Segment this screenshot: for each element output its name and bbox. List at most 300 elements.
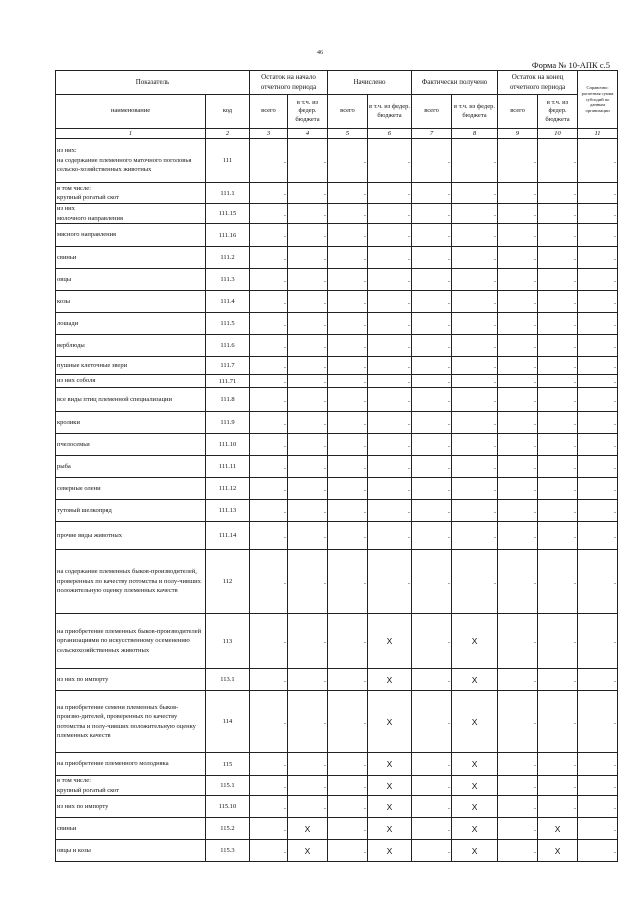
data-cell[interactable] bbox=[368, 434, 412, 456]
data-cell[interactable] bbox=[250, 335, 288, 357]
excluded-cell[interactable] bbox=[538, 840, 578, 862]
blank-dash: - bbox=[324, 380, 326, 386]
data-cell[interactable] bbox=[328, 614, 368, 669]
data-cell[interactable] bbox=[538, 456, 578, 478]
data-cell[interactable] bbox=[498, 313, 538, 335]
data-cell[interactable] bbox=[498, 478, 538, 500]
blank-dash: - bbox=[534, 256, 537, 263]
data-cell[interactable] bbox=[452, 388, 498, 412]
data-cell[interactable] bbox=[578, 139, 618, 183]
data-cell[interactable] bbox=[250, 796, 288, 818]
data-cell[interactable] bbox=[328, 776, 368, 796]
table-row bbox=[56, 796, 618, 818]
blank-dash: - bbox=[448, 534, 451, 541]
data-cell[interactable] bbox=[412, 375, 452, 388]
data-cell[interactable] bbox=[328, 375, 368, 388]
blank-dash: - bbox=[614, 678, 617, 685]
data-cell[interactable] bbox=[538, 313, 578, 335]
data-cell[interactable] bbox=[250, 669, 288, 691]
data-cell[interactable] bbox=[538, 669, 578, 691]
blank-dash: - bbox=[614, 212, 617, 219]
data-cell[interactable] bbox=[328, 669, 368, 691]
data-cell[interactable] bbox=[578, 291, 618, 313]
blank-dash: - bbox=[534, 805, 537, 812]
data-cell[interactable] bbox=[250, 776, 288, 796]
data-cell[interactable] bbox=[288, 776, 328, 796]
data-cell[interactable] bbox=[498, 614, 538, 669]
data-cell[interactable] bbox=[578, 669, 618, 691]
data-cell[interactable] bbox=[328, 456, 368, 478]
data-cell[interactable] bbox=[250, 269, 288, 291]
data-cell[interactable] bbox=[498, 291, 538, 313]
data-cell[interactable] bbox=[578, 522, 618, 550]
data-cell[interactable] bbox=[368, 204, 412, 224]
data-cell[interactable] bbox=[288, 313, 328, 335]
data-cell[interactable] bbox=[288, 753, 328, 776]
data-cell[interactable] bbox=[328, 224, 368, 247]
data-cell[interactable] bbox=[538, 183, 578, 204]
data-cell[interactable] bbox=[578, 840, 618, 862]
row-name: в том числе: крупный рогатый скот bbox=[56, 776, 206, 796]
blank-dash: - bbox=[284, 487, 286, 494]
data-cell[interactable] bbox=[328, 753, 368, 776]
data-cell[interactable] bbox=[412, 139, 452, 183]
data-cell[interactable] bbox=[578, 375, 618, 388]
data-cell[interactable] bbox=[538, 434, 578, 456]
data-cell[interactable] bbox=[250, 224, 288, 247]
x-mark: X bbox=[554, 845, 561, 856]
data-cell[interactable] bbox=[538, 388, 578, 412]
data-cell[interactable] bbox=[250, 691, 288, 753]
data-cell[interactable] bbox=[452, 375, 498, 388]
blank-dash: - bbox=[448, 827, 451, 834]
blank-dash: - bbox=[324, 487, 326, 494]
data-cell[interactable] bbox=[452, 357, 498, 375]
data-cell[interactable] bbox=[452, 224, 498, 247]
blank-dash: - bbox=[574, 278, 577, 285]
blank-dash: - bbox=[494, 234, 497, 240]
data-cell[interactable] bbox=[250, 204, 288, 224]
blank-dash: - bbox=[614, 322, 617, 329]
data-cell[interactable] bbox=[412, 204, 452, 224]
blank-dash: - bbox=[574, 300, 577, 307]
data-cell[interactable] bbox=[288, 357, 328, 375]
blank-dash: - bbox=[408, 192, 411, 198]
data-cell[interactable] bbox=[412, 291, 452, 313]
blank-dash: - bbox=[614, 720, 617, 727]
table-row bbox=[56, 313, 618, 335]
data-cell[interactable] bbox=[538, 224, 578, 247]
data-cell[interactable] bbox=[328, 388, 368, 412]
excluded-cell[interactable] bbox=[368, 818, 412, 840]
data-cell[interactable] bbox=[328, 412, 368, 434]
data-cell[interactable] bbox=[328, 139, 368, 183]
data-cell[interactable] bbox=[412, 335, 452, 357]
data-cell[interactable] bbox=[538, 412, 578, 434]
data-cell[interactable] bbox=[368, 550, 412, 614]
data-cell[interactable] bbox=[368, 500, 412, 522]
excluded-cell[interactable] bbox=[368, 796, 412, 818]
column-number: 5 bbox=[328, 129, 368, 139]
data-cell[interactable] bbox=[498, 204, 538, 224]
data-cell[interactable] bbox=[412, 456, 452, 478]
data-cell[interactable] bbox=[328, 183, 368, 204]
data-cell[interactable] bbox=[250, 522, 288, 550]
data-cell[interactable] bbox=[412, 388, 452, 412]
table-row bbox=[56, 500, 618, 522]
data-cell[interactable] bbox=[498, 456, 538, 478]
data-cell[interactable] bbox=[250, 500, 288, 522]
data-cell[interactable] bbox=[288, 412, 328, 434]
data-cell[interactable] bbox=[578, 412, 618, 434]
data-cell[interactable] bbox=[578, 550, 618, 614]
data-cell[interactable] bbox=[328, 478, 368, 500]
data-cell[interactable] bbox=[498, 183, 538, 204]
blank-dash: - bbox=[494, 421, 497, 428]
data-cell[interactable] bbox=[452, 335, 498, 357]
data-cell[interactable] bbox=[288, 796, 328, 818]
data-cell[interactable] bbox=[328, 434, 368, 456]
data-cell[interactable] bbox=[452, 313, 498, 335]
report-table bbox=[55, 70, 618, 862]
data-cell[interactable] bbox=[498, 550, 538, 614]
data-cell[interactable] bbox=[578, 388, 618, 412]
data-cell[interactable] bbox=[368, 478, 412, 500]
blank-dash: - bbox=[534, 344, 537, 351]
data-cell[interactable] bbox=[328, 522, 368, 550]
blank-dash: - bbox=[284, 827, 286, 834]
data-cell[interactable] bbox=[412, 840, 452, 862]
data-cell[interactable] bbox=[250, 139, 288, 183]
row-code: 111.15 bbox=[206, 204, 250, 224]
data-cell[interactable] bbox=[288, 456, 328, 478]
data-cell[interactable] bbox=[412, 818, 452, 840]
data-cell[interactable] bbox=[498, 796, 538, 818]
data-cell[interactable] bbox=[368, 224, 412, 247]
data-cell[interactable] bbox=[498, 269, 538, 291]
blank-dash: - bbox=[364, 322, 366, 329]
data-cell[interactable] bbox=[538, 204, 578, 224]
excluded-cell[interactable] bbox=[368, 669, 412, 691]
blank-dash: - bbox=[534, 487, 537, 494]
data-cell[interactable] bbox=[250, 313, 288, 335]
data-cell[interactable] bbox=[412, 614, 452, 669]
excluded-cell[interactable] bbox=[368, 776, 412, 796]
data-cell[interactable] bbox=[412, 412, 452, 434]
data-cell[interactable] bbox=[250, 375, 288, 388]
data-cell[interactable] bbox=[328, 691, 368, 753]
data-cell[interactable] bbox=[452, 204, 498, 224]
blank-dash: - bbox=[324, 720, 326, 727]
excluded-cell[interactable] bbox=[538, 818, 578, 840]
blank-dash: - bbox=[448, 380, 451, 386]
data-cell[interactable] bbox=[498, 412, 538, 434]
data-cell[interactable] bbox=[498, 388, 538, 412]
data-cell[interactable] bbox=[368, 456, 412, 478]
data-cell[interactable] bbox=[328, 818, 368, 840]
data-cell[interactable] bbox=[412, 183, 452, 204]
data-cell[interactable] bbox=[288, 434, 328, 456]
data-cell[interactable] bbox=[288, 204, 328, 224]
data-cell[interactable] bbox=[452, 522, 498, 550]
data-cell[interactable] bbox=[412, 224, 452, 247]
data-cell[interactable] bbox=[368, 522, 412, 550]
blank-dash: - bbox=[408, 300, 411, 307]
data-cell[interactable] bbox=[452, 500, 498, 522]
excluded-cell[interactable] bbox=[288, 818, 328, 840]
data-cell[interactable] bbox=[328, 291, 368, 313]
data-cell[interactable] bbox=[368, 291, 412, 313]
row-name: кролики bbox=[56, 412, 206, 434]
data-cell[interactable] bbox=[328, 313, 368, 335]
data-cell[interactable] bbox=[288, 500, 328, 522]
data-cell[interactable] bbox=[452, 291, 498, 313]
data-cell[interactable] bbox=[368, 375, 412, 388]
row-code: 114 bbox=[206, 691, 250, 753]
data-cell[interactable] bbox=[498, 139, 538, 183]
data-cell[interactable] bbox=[538, 335, 578, 357]
blank-dash: - bbox=[534, 720, 537, 727]
data-cell[interactable] bbox=[368, 335, 412, 357]
data-cell[interactable] bbox=[328, 550, 368, 614]
data-cell[interactable] bbox=[250, 357, 288, 375]
data-cell[interactable] bbox=[412, 522, 452, 550]
data-cell[interactable] bbox=[368, 247, 412, 269]
blank-dash: - bbox=[364, 784, 366, 791]
data-cell[interactable] bbox=[250, 550, 288, 614]
data-cell[interactable] bbox=[538, 776, 578, 796]
data-cell[interactable] bbox=[578, 335, 618, 357]
data-cell[interactable] bbox=[538, 522, 578, 550]
data-cell[interactable] bbox=[578, 796, 618, 818]
data-cell[interactable] bbox=[368, 412, 412, 434]
data-cell[interactable] bbox=[288, 335, 328, 357]
data-cell[interactable] bbox=[328, 357, 368, 375]
row-name: северные олени bbox=[56, 478, 206, 500]
x-mark: X bbox=[386, 780, 393, 791]
data-cell[interactable] bbox=[498, 224, 538, 247]
data-cell[interactable] bbox=[368, 388, 412, 412]
excluded-cell[interactable] bbox=[452, 776, 498, 796]
data-cell[interactable] bbox=[498, 753, 538, 776]
data-cell[interactable] bbox=[288, 614, 328, 669]
data-cell[interactable] bbox=[412, 796, 452, 818]
blank-dash: - bbox=[364, 640, 366, 646]
data-cell[interactable] bbox=[412, 269, 452, 291]
excluded-cell[interactable] bbox=[452, 818, 498, 840]
data-cell[interactable] bbox=[498, 818, 538, 840]
data-cell[interactable] bbox=[452, 139, 498, 183]
data-cell[interactable] bbox=[250, 753, 288, 776]
data-cell[interactable] bbox=[328, 247, 368, 269]
excluded-cell[interactable] bbox=[452, 669, 498, 691]
data-cell[interactable] bbox=[328, 269, 368, 291]
data-cell[interactable] bbox=[578, 691, 618, 753]
data-cell[interactable] bbox=[250, 840, 288, 862]
data-cell[interactable] bbox=[578, 204, 618, 224]
data-cell[interactable] bbox=[368, 313, 412, 335]
data-cell[interactable] bbox=[288, 522, 328, 550]
row-code: 111.9 bbox=[206, 412, 250, 434]
data-cell[interactable] bbox=[250, 183, 288, 204]
data-cell[interactable] bbox=[578, 614, 618, 669]
data-cell[interactable] bbox=[578, 357, 618, 375]
data-cell[interactable] bbox=[538, 691, 578, 753]
data-cell[interactable] bbox=[538, 614, 578, 669]
row-code: 115 bbox=[206, 753, 250, 776]
data-cell[interactable] bbox=[578, 753, 618, 776]
table-row bbox=[56, 753, 618, 776]
data-cell[interactable] bbox=[412, 550, 452, 614]
row-name: из них по импорту bbox=[56, 796, 206, 818]
blank-dash: - bbox=[574, 256, 577, 263]
blank-dash: - bbox=[614, 640, 617, 646]
data-cell[interactable] bbox=[498, 522, 538, 550]
data-cell[interactable] bbox=[288, 550, 328, 614]
data-cell[interactable] bbox=[452, 550, 498, 614]
data-cell[interactable] bbox=[538, 269, 578, 291]
data-cell[interactable] bbox=[452, 269, 498, 291]
data-cell[interactable] bbox=[578, 269, 618, 291]
data-cell[interactable] bbox=[368, 269, 412, 291]
data-cell[interactable] bbox=[412, 313, 452, 335]
data-cell[interactable] bbox=[412, 776, 452, 796]
data-cell[interactable] bbox=[578, 434, 618, 456]
data-cell[interactable] bbox=[452, 247, 498, 269]
excluded-cell[interactable] bbox=[288, 840, 328, 862]
data-cell[interactable] bbox=[288, 291, 328, 313]
data-cell[interactable] bbox=[498, 357, 538, 375]
data-cell[interactable] bbox=[250, 291, 288, 313]
data-cell[interactable] bbox=[498, 335, 538, 357]
data-cell[interactable] bbox=[538, 247, 578, 269]
data-cell[interactable] bbox=[328, 840, 368, 862]
data-cell[interactable] bbox=[250, 614, 288, 669]
data-cell[interactable] bbox=[538, 139, 578, 183]
data-cell[interactable] bbox=[250, 456, 288, 478]
excluded-cell[interactable] bbox=[452, 840, 498, 862]
blank-dash: - bbox=[324, 300, 326, 307]
data-cell[interactable] bbox=[452, 434, 498, 456]
data-cell[interactable] bbox=[578, 313, 618, 335]
data-cell[interactable] bbox=[498, 375, 538, 388]
data-cell[interactable] bbox=[412, 691, 452, 753]
data-cell[interactable] bbox=[288, 669, 328, 691]
data-cell[interactable] bbox=[250, 247, 288, 269]
data-cell[interactable] bbox=[538, 753, 578, 776]
data-cell[interactable] bbox=[412, 357, 452, 375]
excluded-cell[interactable] bbox=[452, 614, 498, 669]
data-cell[interactable] bbox=[328, 204, 368, 224]
data-cell[interactable] bbox=[498, 691, 538, 753]
blank-dash: - bbox=[284, 300, 286, 307]
x-mark: X bbox=[471, 801, 478, 812]
data-cell[interactable] bbox=[452, 478, 498, 500]
data-cell[interactable] bbox=[412, 478, 452, 500]
data-cell[interactable] bbox=[412, 500, 452, 522]
data-cell[interactable] bbox=[412, 434, 452, 456]
data-cell[interactable] bbox=[498, 500, 538, 522]
data-cell[interactable] bbox=[538, 550, 578, 614]
data-cell[interactable] bbox=[368, 183, 412, 204]
excluded-cell[interactable] bbox=[368, 753, 412, 776]
code-header: код bbox=[206, 95, 250, 129]
data-cell[interactable] bbox=[412, 669, 452, 691]
data-cell[interactable] bbox=[288, 691, 328, 753]
data-cell[interactable] bbox=[288, 269, 328, 291]
data-cell[interactable] bbox=[578, 456, 618, 478]
data-cell[interactable] bbox=[250, 434, 288, 456]
row-name: тутовый шелкопряд bbox=[56, 500, 206, 522]
blank-dash: - bbox=[324, 640, 326, 646]
data-cell[interactable] bbox=[288, 183, 328, 204]
excluded-cell[interactable] bbox=[452, 796, 498, 818]
data-cell[interactable] bbox=[538, 291, 578, 313]
data-cell[interactable] bbox=[250, 388, 288, 412]
data-cell[interactable] bbox=[538, 478, 578, 500]
data-cell[interactable] bbox=[288, 139, 328, 183]
excluded-cell[interactable] bbox=[368, 691, 412, 753]
data-cell[interactable] bbox=[578, 500, 618, 522]
data-cell[interactable] bbox=[538, 375, 578, 388]
data-cell[interactable] bbox=[498, 669, 538, 691]
data-cell[interactable] bbox=[538, 796, 578, 818]
data-cell[interactable] bbox=[452, 456, 498, 478]
excluded-cell[interactable] bbox=[368, 614, 412, 669]
data-cell[interactable] bbox=[538, 500, 578, 522]
data-cell[interactable] bbox=[412, 247, 452, 269]
data-cell[interactable] bbox=[578, 183, 618, 204]
excluded-cell[interactable] bbox=[368, 840, 412, 862]
blank-dash: - bbox=[364, 487, 366, 494]
data-cell[interactable] bbox=[288, 478, 328, 500]
data-cell[interactable] bbox=[498, 776, 538, 796]
data-cell[interactable] bbox=[288, 224, 328, 247]
excluded-cell[interactable] bbox=[452, 691, 498, 753]
data-cell[interactable] bbox=[578, 776, 618, 796]
data-cell[interactable] bbox=[452, 412, 498, 434]
data-cell[interactable] bbox=[328, 335, 368, 357]
data-cell[interactable] bbox=[288, 247, 328, 269]
data-cell[interactable] bbox=[368, 357, 412, 375]
blank-dash: - bbox=[448, 509, 451, 516]
data-cell[interactable] bbox=[578, 247, 618, 269]
data-cell[interactable] bbox=[288, 375, 328, 388]
data-cell[interactable] bbox=[250, 478, 288, 500]
data-cell[interactable] bbox=[412, 753, 452, 776]
data-cell[interactable] bbox=[368, 139, 412, 183]
data-cell[interactable] bbox=[578, 478, 618, 500]
blank-dash: - bbox=[324, 678, 326, 685]
data-cell[interactable] bbox=[498, 247, 538, 269]
table-row bbox=[56, 456, 618, 478]
data-cell[interactable] bbox=[578, 224, 618, 247]
data-cell[interactable] bbox=[250, 818, 288, 840]
blank-dash: - bbox=[364, 465, 366, 472]
data-cell[interactable] bbox=[498, 434, 538, 456]
data-cell[interactable] bbox=[288, 388, 328, 412]
data-cell[interactable] bbox=[328, 796, 368, 818]
blank-dash: - bbox=[614, 763, 617, 769]
data-cell[interactable] bbox=[538, 357, 578, 375]
excluded-cell[interactable] bbox=[452, 753, 498, 776]
data-cell[interactable] bbox=[452, 183, 498, 204]
data-cell[interactable] bbox=[328, 500, 368, 522]
data-cell[interactable] bbox=[498, 840, 538, 862]
data-cell[interactable] bbox=[250, 412, 288, 434]
blank-dash: - bbox=[408, 534, 411, 541]
data-cell[interactable] bbox=[578, 818, 618, 840]
